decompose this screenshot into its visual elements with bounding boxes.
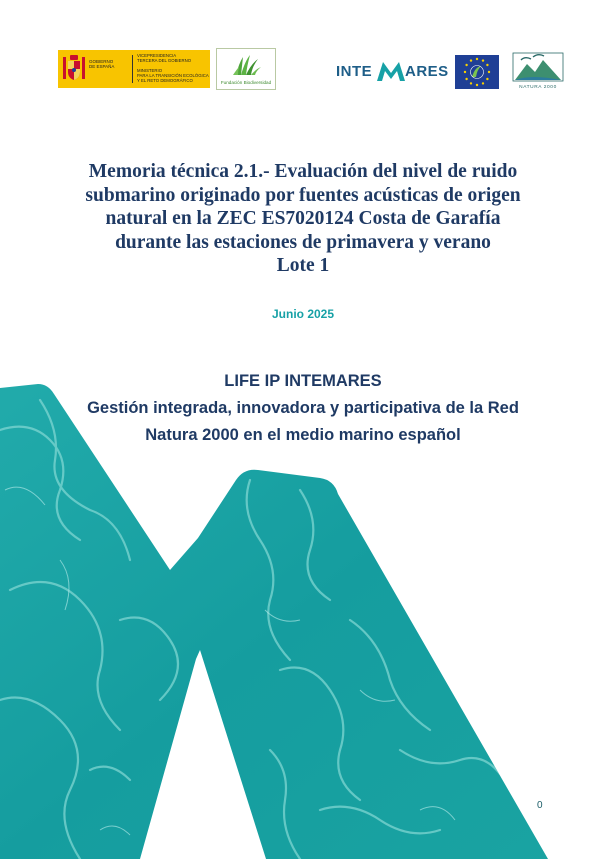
life-eu-flag-icon (455, 55, 499, 89)
gobierno-text: GOBIERNO DE ESPAÑA (89, 59, 115, 69)
natura-2000-logo (511, 52, 565, 90)
intemares-text-part1: INTE (336, 63, 373, 80)
document-date: Junio 2025 (271, 307, 335, 321)
title-line: natural en la ZEC ES7020124 Costa de Garafía (105, 208, 501, 229)
gov-logo-divider (132, 55, 133, 83)
project-line: Gestión integrada, innovadora y participativa de la Red (87, 399, 519, 417)
intemares-m-wave-icon (376, 59, 406, 83)
natura-2000-label: NATURA 2000 (519, 85, 557, 90)
grass-leaves-icon (233, 53, 261, 77)
spain-coat-of-arms-icon (61, 54, 87, 84)
natura-landscape-icon (511, 52, 565, 82)
document-title (40, 160, 566, 278)
title-line: Memoria técnica 2.1.- Evaluación del nivel de ruido (88, 161, 518, 182)
life-eu-logo (455, 55, 499, 89)
intemares-logo (336, 59, 449, 83)
project-line: Natura 2000 en el medio marino español (145, 426, 461, 444)
project-line: LIFE IP INTEMARES (224, 372, 382, 390)
title-line: Lote 1 (276, 255, 330, 276)
ministerio-text: VICEPRESIDENCIA TERCERA DEL GOBIERNO MINISTERIO PARA LA TRANSICIÓN ECOLÓGICA Y EL RETO DEMOGRÁFICO (137, 53, 209, 83)
project-description (0, 368, 606, 449)
fundacion-biodiversidad-logo (216, 48, 276, 90)
fundacion-biodiversidad-label: Fundación Biodiversidad (220, 80, 272, 85)
page-number: 0 (537, 800, 543, 811)
title-line: durante las estaciones de primavera y verano (115, 231, 491, 253)
title-line: submarino originado por fuentes acústicas de origen (85, 184, 521, 206)
gobierno-espana-logo (58, 50, 210, 88)
intemares-text-part2: ARES (405, 63, 449, 80)
